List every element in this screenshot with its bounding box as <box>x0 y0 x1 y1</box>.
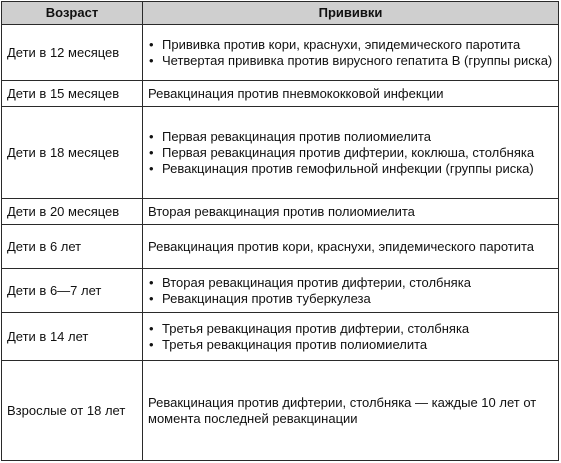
vaccination-cell <box>143 199 559 225</box>
table-row <box>2 107 559 199</box>
vaccination-list <box>148 37 553 69</box>
age-cell: Дети в 20 месяцев <box>2 199 143 225</box>
header-age: Возраст <box>2 2 143 25</box>
vaccination-cell <box>143 269 559 313</box>
age-cell: Дети в 12 месяцев <box>2 25 143 81</box>
age-cell: Дети в 18 месяцев <box>2 107 143 199</box>
vaccination-text: Ревакцинация против пневмококковой инфекции <box>148 85 444 101</box>
vaccination-cell <box>143 361 559 461</box>
table-row <box>2 199 559 225</box>
vaccination-text: Ревакцинация против кори, краснухи, эпидемического паротита <box>148 238 535 254</box>
vaccination-cell <box>143 225 559 269</box>
vaccination-list <box>148 321 553 353</box>
vaccination-cell <box>143 25 559 81</box>
table-header-row <box>2 2 559 25</box>
vaccination-text: Ревакцинация против дифтерии, столбняка — каждые 10 лет от момента последней ревакцинации <box>148 394 537 426</box>
table-row <box>2 361 559 461</box>
table-row <box>2 25 559 81</box>
list-item: • Третья ревакцинация против полиомиелита <box>148 337 553 353</box>
age-cell: Дети в 6 лет <box>2 225 143 269</box>
vaccination-list <box>148 275 553 307</box>
vaccination-cell <box>143 81 559 107</box>
list-item: • Ревакцинация против гемофильной инфекции (группы риска) <box>148 161 553 177</box>
header-vaccinations: Прививки <box>143 2 559 25</box>
list-item: • Ревакцинация против туберкулеза <box>148 291 553 307</box>
list-item: • Четвертая прививка против вирусного гепатита В (группы риска) <box>148 53 553 69</box>
age-cell: Взрослые от 18 лет <box>2 361 143 461</box>
list-item: • Первая ревакцинация против дифтерии, коклюша, столбняка <box>148 145 553 161</box>
list-item: • Первая ревакцинация против полиомиелита <box>148 129 553 145</box>
vaccination-schedule-table <box>1 1 559 461</box>
age-cell: Дети в 6—7 лет <box>2 269 143 313</box>
age-cell: Дети в 15 месяцев <box>2 81 143 107</box>
table-row <box>2 313 559 361</box>
table-row <box>2 225 559 269</box>
list-item: • Третья ревакцинация против дифтерии, столбняка <box>148 321 553 337</box>
list-item: • Прививка против кори, краснухи, эпидемического паротита <box>148 37 553 53</box>
vaccination-cell <box>143 107 559 199</box>
table-row <box>2 81 559 107</box>
list-item: • Вторая ревакцинация против дифтерии, столбняка <box>148 275 553 291</box>
age-cell: Дети в 14 лет <box>2 313 143 361</box>
vaccination-list <box>148 129 553 177</box>
vaccination-cell <box>143 313 559 361</box>
table-row <box>2 269 559 313</box>
vaccination-text: Вторая ревакцинация против полиомиелита <box>148 203 415 219</box>
